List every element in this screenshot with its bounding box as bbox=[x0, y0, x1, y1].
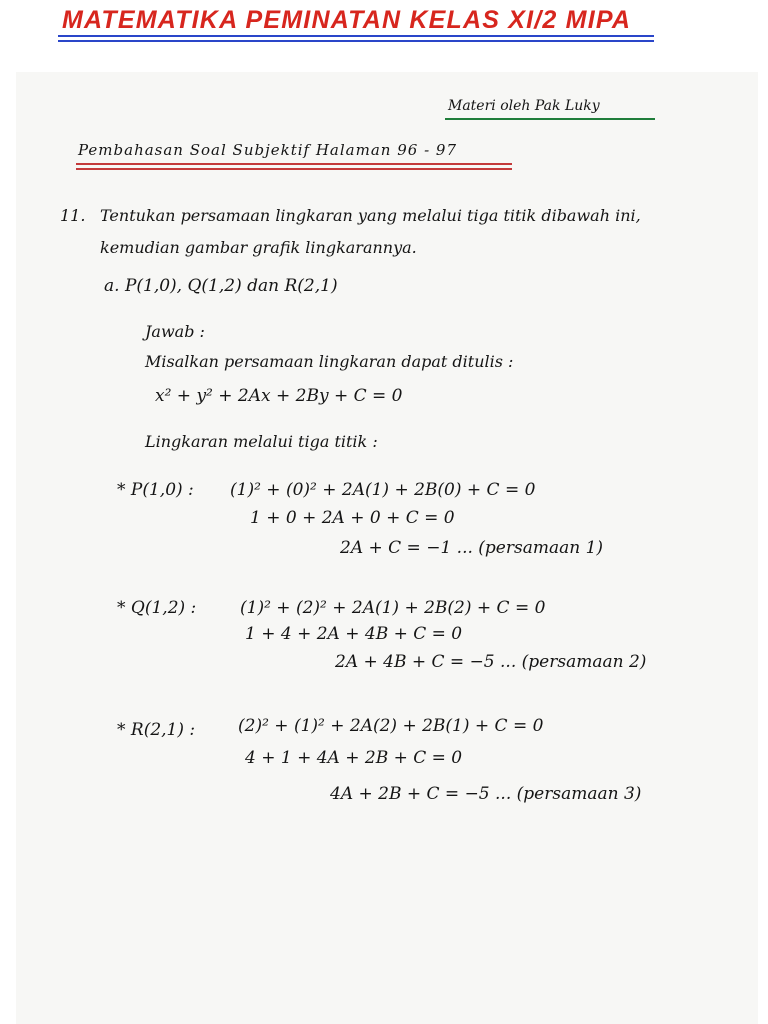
step-q-label: * Q(1,2) : bbox=[117, 598, 197, 618]
problem-text-line-1: Tentukan persamaan lingkaran yang melalui tiga titik dibawah ini, bbox=[100, 206, 641, 225]
step-r-label: * R(2,1) : bbox=[117, 720, 196, 740]
problem-text-line-2: kemudian gambar grafik lingkarannya. bbox=[100, 238, 417, 257]
problem-part-a: a. P(1,0), Q(1,2) dan R(2,1) bbox=[104, 276, 338, 296]
step-p-label: * P(1,0) : bbox=[117, 480, 194, 500]
title-underline-1 bbox=[58, 35, 654, 37]
problem-number: 11. bbox=[60, 206, 86, 225]
step-q-line-1: (1)² + (2)² + 2A(1) + 2B(2) + C = 0 bbox=[240, 598, 546, 618]
title-underline-2 bbox=[58, 40, 654, 42]
step-r-line-1: (2)² + (1)² + 2A(2) + 2B(1) + C = 0 bbox=[238, 716, 544, 736]
step-r-line-2: 4 + 1 + 4A + 2B + C = 0 bbox=[245, 748, 463, 768]
author-credit: Materi oleh Pak Luky bbox=[448, 98, 600, 114]
general-equation: x² + y² + 2Ax + 2By + C = 0 bbox=[155, 386, 403, 406]
step-q-line-3: 2A + 4B + C = −5 ... (persamaan 2) bbox=[335, 652, 647, 672]
step-r-line-3: 4A + 2B + C = −5 ... (persamaan 3) bbox=[330, 784, 642, 804]
document-title: MATEMATIKA PEMINATAN KELAS XI/2 MIPA bbox=[62, 6, 632, 34]
section-heading: Pembahasan Soal Subjektif Halaman 96 - 97 bbox=[78, 141, 457, 159]
section-underline-1 bbox=[76, 163, 512, 165]
author-underline bbox=[445, 118, 655, 120]
answer-intro: Misalkan persamaan lingkaran dapat ditulis : bbox=[145, 352, 514, 371]
through-points-text: Lingkaran melalui tiga titik : bbox=[145, 432, 378, 451]
step-p-line-3: 2A + C = −1 ... (persamaan 1) bbox=[340, 538, 604, 558]
section-underline-2 bbox=[76, 168, 512, 170]
step-p-line-2: 1 + 0 + 2A + 0 + C = 0 bbox=[250, 508, 455, 528]
answer-label: Jawab : bbox=[145, 322, 205, 341]
step-p-line-1: (1)² + (0)² + 2A(1) + 2B(0) + C = 0 bbox=[230, 480, 536, 500]
step-q-line-2: 1 + 4 + 2A + 4B + C = 0 bbox=[245, 624, 463, 644]
